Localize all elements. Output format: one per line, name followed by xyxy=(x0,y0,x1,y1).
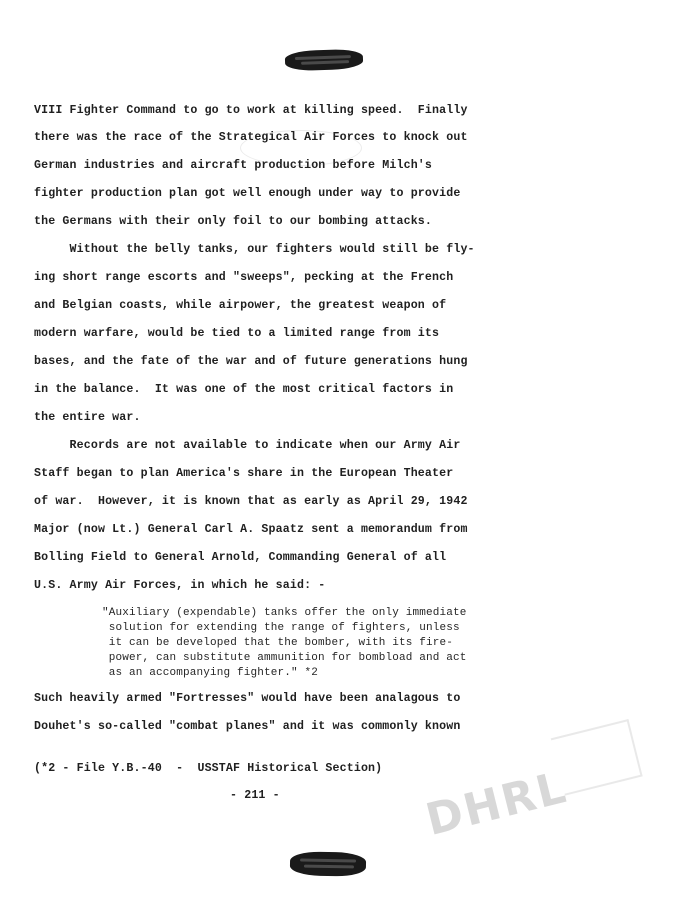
text-line: German industries and aircraft production before Milch's xyxy=(34,159,433,172)
text-line: Douhet's so-called "combat planes" and it was commonly known xyxy=(34,720,461,733)
quote-line: as an accompanying fighter." *2 xyxy=(102,667,319,679)
text-line: modern warfare, would be tied to a limited range from its xyxy=(34,327,440,340)
quote-line: power, can substitute ammunition for bombload and act xyxy=(102,652,467,664)
quote-line: "Auxiliary (expendable) tanks offer the only immediate xyxy=(102,607,467,619)
text-line: the Germans with their only foil to our bombing attacks. xyxy=(34,215,433,228)
text-line: the entire war. xyxy=(34,411,141,424)
text-line: Staff began to plan America's share in the European Theater xyxy=(34,467,454,480)
text-line: of war. However, it is known that as early as April 29, 1942 xyxy=(34,495,468,508)
text-line: Such heavily armed "Fortresses" would have been analagous to xyxy=(34,692,461,705)
text-line: Records are not available to indicate when our Army Air xyxy=(34,439,461,452)
text-line: there was the race of the Strategical Air Forces to knock out xyxy=(34,131,468,144)
quote-line: solution for extending the range of fighters, unless xyxy=(102,622,460,634)
text-line: ing short range escorts and "sweeps", pecking at the French xyxy=(34,271,454,284)
text-line: Without the belly tanks, our fighters would still be fly- xyxy=(34,243,475,256)
footnote: (*2 - File Y.B.-40 - USSTAF Historical Section) xyxy=(34,762,383,775)
quote-line: it can be developed that the bomber, with its fire- xyxy=(102,637,454,649)
redaction-mark-top xyxy=(285,49,364,72)
text-line: in the balance. It was one of the most critical factors in xyxy=(34,383,454,396)
text-line: fighter production plan got well enough under way to provide xyxy=(34,187,461,200)
faint-mark xyxy=(240,130,362,166)
text-line: bases, and the fate of the war and of future generations hung xyxy=(34,355,468,368)
stamp-text: DHRL xyxy=(420,761,573,847)
text-line: Major (now Lt.) General Carl A. Spaatz sent a memorandum from xyxy=(34,523,468,536)
page-number: - 211 - xyxy=(230,789,280,802)
archive-stamp xyxy=(404,713,655,862)
text-line: VIII Fighter Command to go to work at killing speed. Finally xyxy=(34,104,468,117)
redaction-mark-bottom xyxy=(290,851,366,876)
text-line: Bolling Field to General Arnold, Commanding General of all xyxy=(34,551,447,564)
text-line: U.S. Army Air Forces, in which he said: - xyxy=(34,579,326,592)
text-line: and Belgian coasts, while airpower, the greatest weapon of xyxy=(34,299,447,312)
